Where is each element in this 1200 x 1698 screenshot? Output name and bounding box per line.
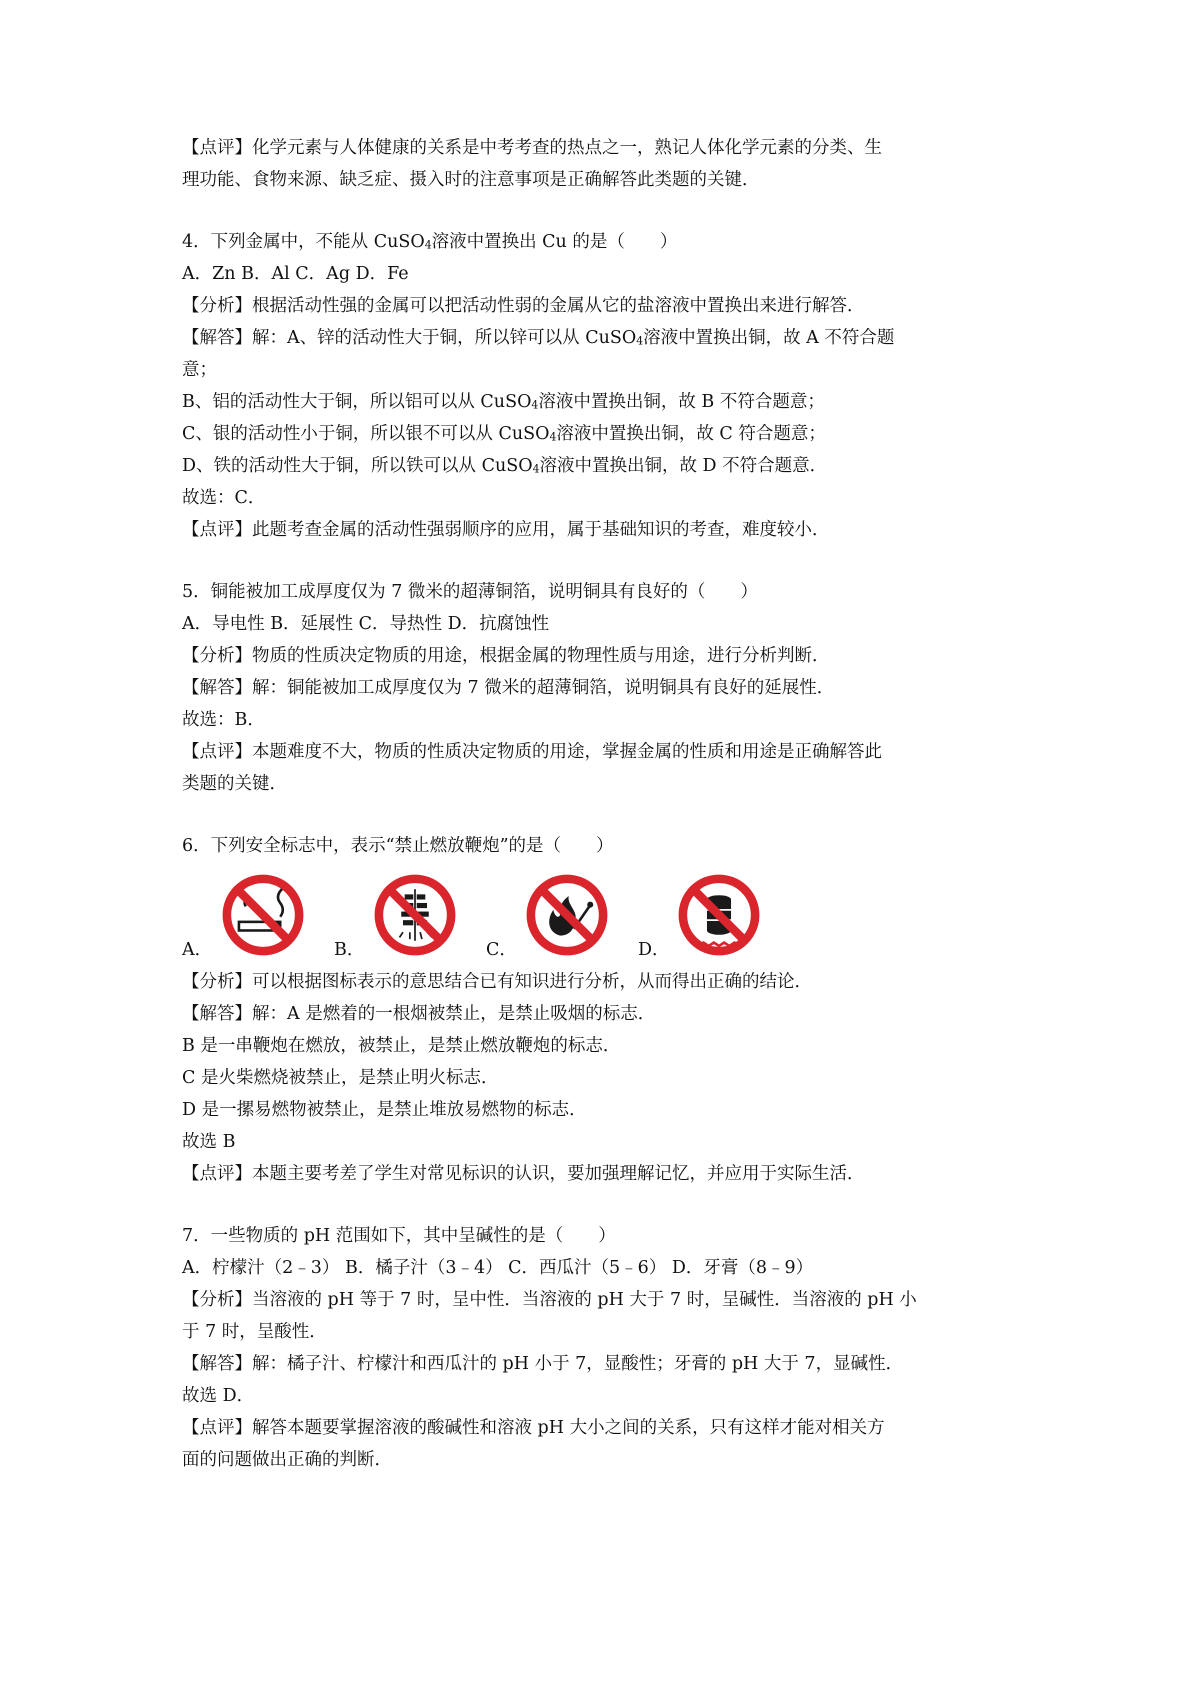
q4-answer-d-before: D、铁的活动性大于铜，所以铁可以从 CuSO: [182, 456, 533, 476]
q4-answer-a-after: 溶液中置换出铜，故 A 不符合题: [643, 328, 895, 348]
q5-stem: 5．铜能被加工成厚度仅为 7 微米的超薄铜箔，说明铜具有良好的（ ）: [182, 582, 758, 602]
q5-analysis: 【分析】物质的性质决定物质的用途，根据金属的物理性质与用途，进行分析判断．: [182, 646, 830, 666]
q4-answer-b-after: 溶液中置换出铜，故 B 不符合题意；: [538, 392, 825, 412]
q4-answer-c-after: 溶液中置换出铜，故 C 符合题意；: [556, 424, 826, 444]
q4-answer-d-after: 溶液中置换出铜，故 D 不符合题意．: [539, 456, 828, 476]
q4-stem-subscript: 4: [424, 238, 432, 252]
q4-answer-b-before: B、铝的活动性大于铜，所以铝可以从 CuSO: [182, 392, 532, 412]
q6-choice: 故选 B: [182, 1132, 236, 1152]
q6-option-a: [182, 872, 334, 966]
q7-analysis-line-2: 于 7 时，呈酸性．: [182, 1322, 327, 1342]
q7-comment-line-2: 面的问题做出正确的判断．: [182, 1450, 392, 1470]
q7-stem: 7．一些物质的 pH 范围如下，其中呈碱性的是（ ）: [182, 1226, 616, 1246]
q4-stem: [182, 226, 1040, 258]
q7-comment-line-1: 【点评】解答本题要掌握溶液的酸碱性和溶液 pH 大小之间的关系，只有这样才能对相关方: [182, 1418, 885, 1438]
q4-answer-d: [182, 450, 1040, 482]
q6-answer-line-4: D 是一摞易燃物被禁止，是禁止堆放易燃物的标志．: [182, 1100, 587, 1120]
q5-options: A．导电性 B．延展性 C．导热性 D．抗腐蚀性: [182, 614, 550, 634]
q4-answer-b: [182, 386, 1040, 418]
section-gap: [182, 196, 1040, 226]
q4-answer-c: [182, 418, 1040, 450]
q4-answer-a: [182, 322, 1040, 354]
q6-option-a-letter: A．: [182, 940, 213, 960]
q4-answer-c-subscript: 4: [549, 430, 557, 444]
q6-stem: 6．下列安全标志中，表示“禁止燃放鞭炮”的是（ ）: [182, 836, 614, 856]
q6-answer-line-2: B 是一串鞭炮在燃放，被禁止，是禁止燃放鞭炮的标志．: [182, 1036, 621, 1056]
section-gap: [182, 1190, 1040, 1220]
q5-comment-line-2: 类题的关键．: [182, 774, 287, 794]
q4-analysis: 【分析】根据活动性强的金属可以把活动性弱的金属从它的盐溶液中置换出来进行解答．: [182, 296, 865, 316]
q4-choice: 故选：C．: [182, 488, 266, 508]
q5-answer: 【解答】解：铜能被加工成厚度仅为 7 微米的超薄铜箔，说明铜具有良好的延展性．: [182, 678, 835, 698]
q5-choice: 故选：B．: [182, 710, 265, 730]
q3-comment-line-2: 理功能、食物来源、缺乏症、摄入时的注意事项是正确解答此类题的关键．: [182, 170, 760, 190]
q6-option-b-letter: B．: [334, 940, 365, 960]
no-open-flame-icon: [524, 872, 610, 958]
section-gap: [182, 546, 1040, 576]
q4-answer-a-before: 【解答】解：A、锌的活动性大于铜，所以锌可以从 CuSO: [182, 328, 637, 348]
q6-comment: 【点评】本题主要考差了学生对常见标识的认识，要加强理解记忆，并应用于实际生活．: [182, 1164, 865, 1184]
section-gap: [182, 800, 1040, 830]
q4-stem-after: 溶液中置换出 Cu 的是（ ）: [431, 232, 678, 252]
q6-option-d-letter: D．: [638, 940, 670, 960]
q4-answer-c-before: C、银的活动性小于铜，所以银不可以从 CuSO: [182, 424, 550, 444]
no-firecrackers-icon: [372, 872, 458, 958]
q6-sign-options: [182, 866, 1040, 966]
q4-answer-a-subscript: 4: [636, 334, 644, 348]
q4-answer-b-subscript: 4: [531, 398, 539, 412]
q4-options: A．Zn B．Al C．Ag D．Fe: [182, 264, 409, 284]
q7-answer: 【解答】解：橘子汁、柠檬汁和西瓜汁的 pH 小于 7，显酸性；牙膏的 pH 大于 7，显碱性．: [182, 1354, 904, 1374]
q7-choice: 故选 D．: [182, 1386, 255, 1406]
q7-options: A．柠檬汁（2﹣3） B．橘子汁（3﹣4） C．西瓜汁（5﹣6） D．牙膏（8﹣9）: [182, 1258, 814, 1278]
q7-analysis-line-1: 【分析】当溶液的 pH 等于 7 时，呈中性．当溶液的 pH 大于 7 时，呈碱性．当溶液的 pH 小: [182, 1290, 917, 1310]
no-flammables-icon: [676, 872, 762, 958]
q6-answer-line-1: 【解答】解：A 是燃着的一根烟被禁止，是禁止吸烟的标志．: [182, 1004, 656, 1024]
q5-comment-line-1: 【点评】本题难度不大，物质的性质决定物质的用途，掌握金属的性质和用途是正确解答此: [182, 742, 882, 762]
q3-comment-line-1: 【点评】化学元素与人体健康的关系是中考考查的热点之一，熟记人体化学元素的分类、生: [182, 138, 882, 158]
q6-answer-line-3: C 是火柴燃烧被禁止，是禁止明火标志．: [182, 1068, 499, 1088]
no-smoking-icon: [220, 872, 306, 958]
q6-option-b: [334, 872, 486, 966]
q4-comment: 【点评】此题考查金属的活动性强弱顺序的应用，属于基础知识的考查，难度较小．: [182, 520, 830, 540]
q4-answer-a-cont: 意；: [182, 360, 217, 380]
q4-answer-d-subscript: 4: [532, 462, 540, 476]
q6-option-c: [486, 872, 638, 966]
q6-analysis: 【分析】可以根据图标表示的意思结合已有知识进行分析，从而得出正确的结论．: [182, 972, 812, 992]
q4-stem-before: 4．下列金属中，不能从 CuSO: [182, 232, 425, 252]
q6-option-d: [638, 872, 790, 966]
q6-option-c-letter: C．: [486, 940, 517, 960]
